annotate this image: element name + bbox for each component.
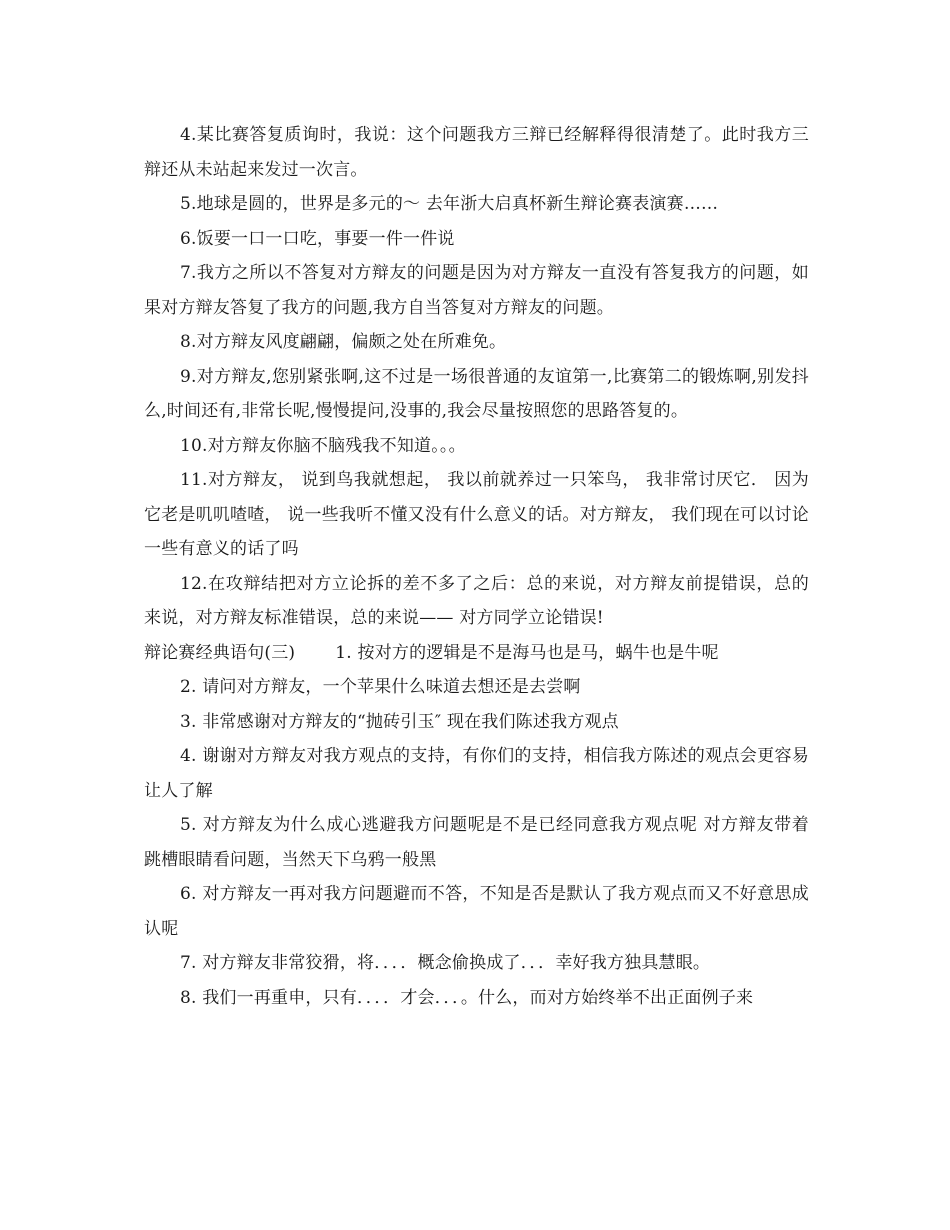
list-item: 4. 谢谢对方辩友对我方观点的支持，有你们的支持，相信我方陈述的观点会更容易让人了解 bbox=[144, 746, 809, 801]
paragraph: 6.饭要一口一口吃，事要一件一件说 bbox=[180, 228, 455, 249]
paragraph: 9.对方辩友,您别紧张啊,这不过是一场很普通的友谊第一,比赛第二的锻炼啊,别发抖么,时间还有,非常长呢,慢慢提问,没事的,我会尽量按照您的思路答复的。 bbox=[144, 366, 809, 421]
paragraph: 11.对方辩友， 说到鸟我就想起， 我以前就养过一只笨鸟， 我非常讨厌它． 因为它老是叽叽喳喳， 说一些我听不懂又没有什么意义的话。对方辩友， 我们现在可以讨论一些有意义的话了吗 bbox=[144, 470, 809, 559]
list-item: 8. 我们一再重申，只有．．．．才会．．．。什么，而对方始终举不出正面例子来 bbox=[180, 987, 754, 1008]
paragraph: 4.某比赛答复质询时，我说：这个问题我方三辩已经解释得很清楚了。此时我方三辩还从未站起来发过一次言。 bbox=[144, 125, 809, 180]
paragraph: 8.对方辩友风度翩翩，偏颇之处在所难免。 bbox=[180, 332, 507, 352]
document-body bbox=[144, 118, 809, 1015]
list-item: 7. 对方辩友非常狡猾，将．．．．概念偷换成了．．．幸好我方独具慧眼。 bbox=[180, 953, 711, 973]
paragraph: 5.地球是圆的，世界是多元的～ 去年浙大启真杯新生辩论赛表演赛…… bbox=[180, 194, 719, 214]
list-item: 5. 对方辩友为什么成心逃避我方问题呢是不是已经同意我方观点呢 对方辩友带着跳槽眼睛看问题，当然天下乌鸦一般黑 bbox=[144, 815, 809, 870]
list-item: 6. 对方辩友一再对我方问题避而不答，不知是否是默认了我方观点而又不好意思成认呢 bbox=[144, 884, 809, 939]
section-heading-line bbox=[144, 636, 809, 671]
section-heading: 辩论赛经典语句(三) bbox=[144, 642, 296, 663]
paragraph: 10.对方辩友你脑不脑残我不知道。。。 bbox=[180, 435, 466, 456]
paragraph: 12.在攻辩结把对方立论拆的差不多了之后：总的来说，对方辩友前提错误，总的来说，对方辩友标准错误，总的来说—— 对方同学立论错误! bbox=[144, 573, 809, 628]
section-first-item: 1. 按对方的逻辑是不是海马也是马，蜗牛也是牛呢 bbox=[335, 642, 719, 663]
paragraph: 7.我方之所以不答复对方辩友的问题是因为对方辩友一直没有答复我方的问题，如果对方辩友答复了我方的问题,我方自当答复对方辩友的问题。 bbox=[144, 263, 809, 318]
list-item: 3. 非常感谢对方辩友的“抛砖引玉″ 现在我们陈述我方观点 bbox=[180, 711, 619, 732]
list-item: 2. 请问对方辩友，一个苹果什么味道去想还是去尝啊 bbox=[180, 677, 581, 697]
